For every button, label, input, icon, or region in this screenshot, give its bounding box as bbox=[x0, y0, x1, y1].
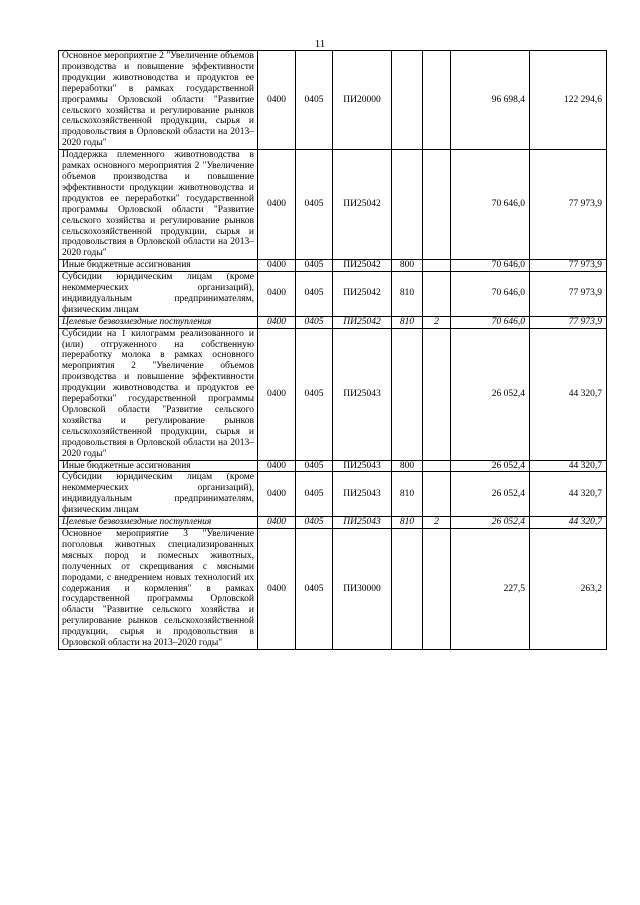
source-cell bbox=[423, 328, 451, 460]
amount-2020-cell: 44 320,7 bbox=[530, 328, 607, 460]
amount-2020-cell: 263,2 bbox=[530, 528, 607, 649]
amount-2019-cell: 26 052,4 bbox=[451, 472, 530, 517]
pr-cell: 0405 bbox=[296, 472, 333, 517]
pr-cell: 0405 bbox=[296, 260, 333, 272]
rz-cell: 0400 bbox=[258, 272, 296, 317]
table-row bbox=[59, 460, 607, 472]
csr-cell: ПИ25042 bbox=[333, 150, 392, 260]
amount-2020-cell: 44 320,7 bbox=[530, 460, 607, 472]
csr-cell: ПИ25043 bbox=[333, 472, 392, 517]
rz-cell: 0400 bbox=[258, 260, 296, 272]
table-body bbox=[59, 51, 607, 650]
row-name-cell: Основное мероприятие 2 "Увеличение объемов производства и повышение эффективности продукции животноводства и продуктов ее переработки" в рамках государственной программы Орловской области "Развитие сельского хозяйства и регулирование рынков сельскохозяйственной продукции, сырья и продовольствия в Орловской области на 2013–2020 годы" bbox=[59, 51, 258, 150]
vr-cell: 810 bbox=[392, 316, 423, 328]
row-name-cell: Иные бюджетные ассигнования bbox=[59, 260, 258, 272]
pr-cell: 0405 bbox=[296, 517, 333, 529]
source-cell bbox=[423, 460, 451, 472]
amount-2019-cell: 26 052,4 bbox=[451, 517, 530, 529]
source-cell bbox=[423, 272, 451, 317]
rz-cell: 0400 bbox=[258, 517, 296, 529]
rz-cell: 0400 bbox=[258, 328, 296, 460]
vr-cell: 800 bbox=[392, 260, 423, 272]
rz-cell: 0400 bbox=[258, 51, 296, 150]
row-name-cell: Поддержка племенного животноводства в рамках основного мероприятия 2 "Увеличение объемов производства и повышение эффективности продукции животноводства и продуктов ее переработки" государственной программы Орловской области "Развитие сельского хозяйства и регулирование рынков сельскохозяйственной продукции, сырья и продовольствия в Орловской области на 2013–2020 годы" bbox=[59, 150, 258, 260]
csr-cell: ПИ25043 bbox=[333, 460, 392, 472]
csr-cell: ПИ25043 bbox=[333, 328, 392, 460]
amount-2019-cell: 26 052,4 bbox=[451, 328, 530, 460]
csr-cell: ПИ25042 bbox=[333, 260, 392, 272]
amount-2020-cell: 44 320,7 bbox=[530, 517, 607, 529]
pr-cell: 0405 bbox=[296, 528, 333, 649]
source-cell bbox=[423, 528, 451, 649]
csr-cell: ПИ20000 bbox=[333, 51, 392, 150]
amount-2019-cell: 70 646,0 bbox=[451, 272, 530, 317]
table-row bbox=[59, 517, 607, 529]
amount-2020-cell: 77 973,9 bbox=[530, 316, 607, 328]
pr-cell: 0405 bbox=[296, 328, 333, 460]
table-row bbox=[59, 472, 607, 517]
csr-cell: ПИ25043 bbox=[333, 517, 392, 529]
table-row bbox=[59, 328, 607, 460]
rz-cell: 0400 bbox=[258, 472, 296, 517]
source-cell bbox=[423, 472, 451, 517]
rz-cell: 0400 bbox=[258, 460, 296, 472]
source-cell bbox=[423, 150, 451, 260]
vr-cell: 810 bbox=[392, 272, 423, 317]
table-row bbox=[59, 150, 607, 260]
csr-cell: ПИ25042 bbox=[333, 316, 392, 328]
rz-cell: 0400 bbox=[258, 316, 296, 328]
row-name-cell: Целевые безвозмездные поступления bbox=[59, 316, 258, 328]
source-cell: 2 bbox=[423, 517, 451, 529]
pr-cell: 0405 bbox=[296, 51, 333, 150]
vr-cell: 800 bbox=[392, 460, 423, 472]
csr-cell: ПИ30000 bbox=[333, 528, 392, 649]
rz-cell: 0400 bbox=[258, 528, 296, 649]
pr-cell: 0405 bbox=[296, 460, 333, 472]
table-row bbox=[59, 316, 607, 328]
source-cell: 2 bbox=[423, 316, 451, 328]
amount-2019-cell: 227,5 bbox=[451, 528, 530, 649]
rz-cell: 0400 bbox=[258, 150, 296, 260]
table-row bbox=[59, 51, 607, 150]
pr-cell: 0405 bbox=[296, 316, 333, 328]
amount-2019-cell: 26 052,4 bbox=[451, 460, 530, 472]
vr-cell bbox=[392, 150, 423, 260]
amount-2020-cell: 77 973,9 bbox=[530, 260, 607, 272]
row-name-cell: Субсидии юридическим лицам (кроме некоммерческих организаций), индивидуальным предпринимателям, физическим лицам bbox=[59, 472, 258, 517]
amount-2019-cell: 70 646,0 bbox=[451, 260, 530, 272]
amount-2020-cell: 44 320,7 bbox=[530, 472, 607, 517]
source-cell bbox=[423, 260, 451, 272]
row-name-cell: Субсидии юридическим лицам (кроме некоммерческих организаций), индивидуальным предпринимателям, физическим лицам bbox=[59, 272, 258, 317]
table-row bbox=[59, 260, 607, 272]
amount-2019-cell: 70 646,0 bbox=[451, 150, 530, 260]
vr-cell bbox=[392, 328, 423, 460]
csr-cell: ПИ25042 bbox=[333, 272, 392, 317]
row-name-cell: Целевые безвозмездные поступления bbox=[59, 517, 258, 529]
row-name-cell: Иные бюджетные ассигнования bbox=[59, 460, 258, 472]
vr-cell: 810 bbox=[392, 517, 423, 529]
budget-table bbox=[58, 50, 607, 650]
amount-2020-cell: 77 973,9 bbox=[530, 272, 607, 317]
amount-2020-cell: 77 973,9 bbox=[530, 150, 607, 260]
amount-2019-cell: 96 698,4 bbox=[451, 51, 530, 150]
row-name-cell: Субсидии на 1 килограмм реализованного и (или) отгруженного на собственную переработку молока в рамках основного мероприятия 2 "Увеличение объемов производства и повышение эффективности продукции животноводства и продуктов ее переработки" государственной программы Орловской области "Развитие сельского хозяйства и регулирование рынков сельскохозяйственной продукции, сырья и продовольствия в Орловской области на 2013–2020 годы" bbox=[59, 328, 258, 460]
table-row bbox=[59, 528, 607, 649]
row-name-cell: Основное мероприятие 3 "Увеличение поголовья животных специализированных мясных пород и помесных животных, полученных от скрещивания с мясными породами, с внедрением новых технологий их содержания и кормления" в рамках государственной программы Орловской области "Развитие сельского хозяйства и регулирование рынков сельскохозяйственной продукции, сырья и продовольствия в Орловской области на 2013–2020 годы" bbox=[59, 528, 258, 649]
vr-cell bbox=[392, 51, 423, 150]
amount-2020-cell: 122 294,6 bbox=[530, 51, 607, 150]
pr-cell: 0405 bbox=[296, 272, 333, 317]
amount-2019-cell: 70 646,0 bbox=[451, 316, 530, 328]
source-cell bbox=[423, 51, 451, 150]
page-number: 11 bbox=[314, 38, 326, 50]
pr-cell: 0405 bbox=[296, 150, 333, 260]
vr-cell: 810 bbox=[392, 472, 423, 517]
table-row bbox=[59, 272, 607, 317]
vr-cell bbox=[392, 528, 423, 649]
